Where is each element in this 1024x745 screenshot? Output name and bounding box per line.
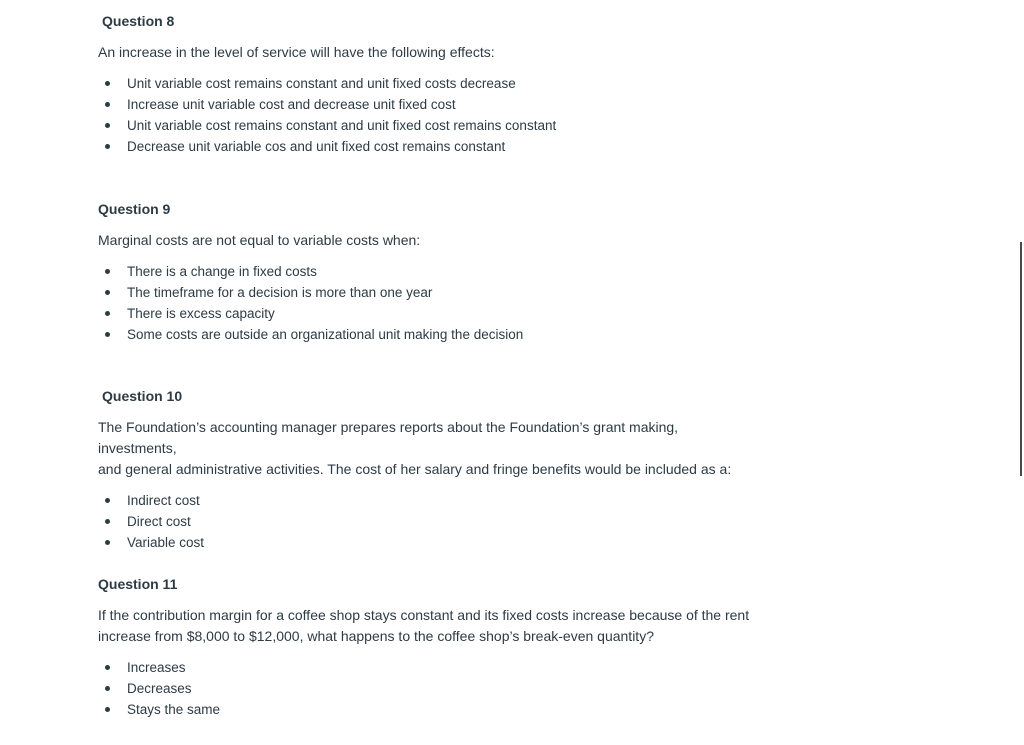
answer-option-label: Increase unit variable cost and decrease unit fixed cost — [127, 97, 456, 112]
bullet-icon — [105, 332, 110, 337]
answer-option[interactable] — [98, 282, 758, 303]
question-text-line: If the contribution margin for a coffee shop stays constant and its fixed costs increase because of the rent — [98, 607, 750, 623]
answer-option[interactable] — [98, 678, 758, 699]
scrollbar[interactable] — [1020, 242, 1022, 476]
question-text-line: increase from $8,000 to $12,000, what happens to the coffee shop’s break-even quantity? — [98, 628, 654, 644]
question-title: Question 8 — [102, 13, 175, 29]
answer-option[interactable] — [98, 115, 758, 136]
answer-option[interactable] — [98, 490, 758, 511]
answer-options — [98, 261, 758, 345]
answer-option-label: Decrease unit variable cos and unit fixed cost remains constant — [127, 139, 506, 154]
answer-option[interactable] — [98, 303, 758, 324]
answer-options — [98, 657, 758, 720]
answer-option[interactable] — [98, 261, 758, 282]
bullet-icon — [105, 707, 110, 712]
bullet-icon — [105, 665, 110, 670]
answer-options — [98, 73, 758, 157]
answer-option[interactable] — [98, 324, 758, 345]
answer-option-label: Unit variable cost remains constant and unit fixed cost remains constant — [127, 118, 557, 133]
question-text-line: and general administrative activities. The cost of her salary and fringe benefits would be included as a: — [98, 461, 732, 477]
answer-option[interactable] — [98, 511, 758, 532]
bullet-icon — [105, 81, 110, 86]
question-8 — [98, 11, 758, 157]
question-title: Question 11 — [98, 576, 178, 592]
question-11 — [98, 574, 758, 720]
answer-option[interactable] — [98, 73, 758, 94]
bullet-icon — [105, 290, 110, 295]
answer-option-label: There is a change in fixed costs — [127, 264, 317, 279]
answer-option-label: The timeframe for a decision is more than one year — [127, 285, 433, 300]
bullet-icon — [105, 102, 110, 107]
answer-option-label: Indirect cost — [127, 493, 200, 508]
answer-options — [98, 490, 758, 553]
question-9 — [98, 199, 758, 345]
bullet-icon — [105, 311, 110, 316]
answer-option-label: Variable cost — [127, 535, 205, 550]
bullet-icon — [105, 123, 110, 128]
question-text-line: The Foundation’s accounting manager prepares reports about the Foundation’s grant making, investments, — [98, 419, 679, 456]
bullet-icon — [105, 519, 110, 524]
bullet-icon — [105, 498, 110, 503]
answer-option[interactable] — [98, 657, 758, 678]
answer-option-label: Unit variable cost remains constant and unit fixed costs decrease — [127, 76, 516, 91]
answer-option[interactable] — [98, 94, 758, 115]
bullet-icon — [105, 269, 110, 274]
answer-option-label: Stays the same — [127, 702, 221, 717]
question-title: Question 10 — [102, 388, 183, 404]
question-text: An increase in the level of service will have the following effects: — [98, 44, 495, 60]
answer-option-label: Increases — [127, 660, 186, 675]
answer-option[interactable] — [98, 532, 758, 553]
bullet-icon — [105, 686, 110, 691]
answer-option-label: There is excess capacity — [127, 306, 275, 321]
question-text: Marginal costs are not equal to variable costs when: — [98, 232, 421, 248]
bullet-icon — [105, 540, 110, 545]
answer-option[interactable] — [98, 136, 758, 157]
answer-option[interactable] — [98, 699, 758, 720]
bullet-icon — [105, 144, 110, 149]
answer-option-label: Decreases — [127, 681, 192, 696]
question-10 — [98, 386, 758, 553]
answer-option-label: Direct cost — [127, 514, 191, 529]
question-title: Question 9 — [98, 201, 171, 217]
answer-option-label: Some costs are outside an organizational unit making the decision — [127, 327, 524, 342]
